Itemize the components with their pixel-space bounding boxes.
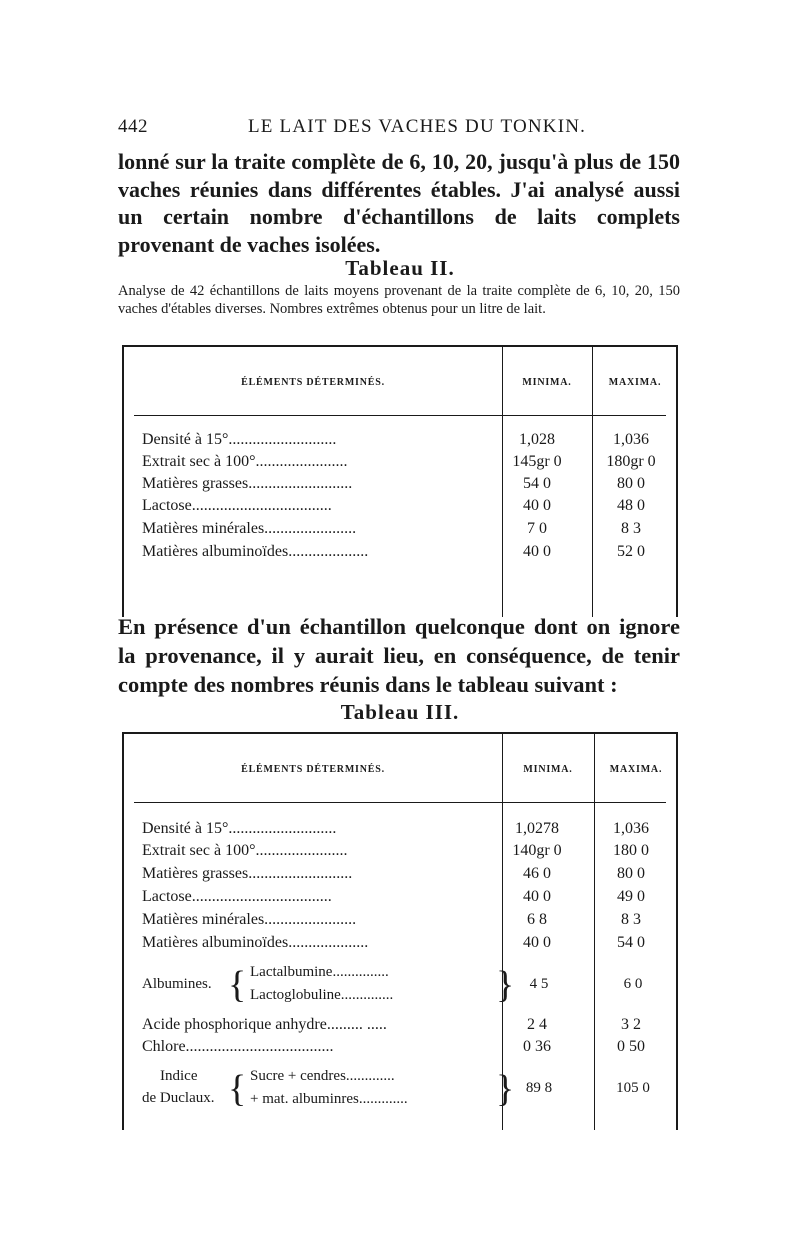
row-label: Acide phosphorique anhydre......... ..... — [142, 1016, 387, 1033]
table-3 — [122, 732, 678, 1130]
row-minima: 6 8 — [527, 911, 547, 928]
row-minima: 1,0278 — [515, 820, 559, 837]
albumines-minima: 4 5 — [529, 976, 549, 992]
row-minima: 1,028 — [519, 431, 555, 448]
row-minima: 54 0 — [523, 475, 551, 492]
sucre-cendres-label: Sucre + cendres............. — [250, 1068, 395, 1084]
albumines-maxima: 6 0 — [623, 976, 643, 992]
right-brace: } — [496, 964, 515, 1006]
row-minima: 40 0 — [523, 888, 551, 905]
table-row — [124, 1016, 680, 1038]
row-label: Extrait sec à 100°....................... — [142, 453, 348, 470]
row-maxima: 48 0 — [617, 497, 645, 514]
table-2-title: Tableau II. — [345, 256, 455, 280]
albumines-group — [124, 962, 680, 1012]
table-row — [124, 865, 680, 887]
table-row — [124, 520, 680, 542]
duclaux-label-1: Indice — [160, 1068, 198, 1084]
table-3-title: Tableau III. — [340, 700, 460, 724]
table-2-caption: Analyse de 42 échantillons de laits moyens provenant de la traite complète de 6, 10, 20, 150 vaches d'étables diverses. Nombres extrêmes obtenus pour un litre de lait. — [118, 283, 680, 317]
row-minima: 7 0 — [527, 520, 547, 537]
row-maxima: 3 2 — [621, 1016, 641, 1033]
header-elements: ÉLÉMENTS DÉTERMINÉS. — [241, 764, 385, 775]
row-maxima: 54 0 — [617, 934, 645, 951]
table-row — [124, 543, 680, 565]
row-maxima: 49 0 — [617, 888, 645, 905]
header-maxima: MAXIMA. — [608, 377, 662, 388]
row-minima: 40 0 — [523, 543, 551, 560]
paragraph-2: En présence d'un échantillon quelconque dont on ignore la provenance, il y aurait lieu, en conséquence, de tenir compte des nombres réunis dans le tableau suivant : — [118, 614, 680, 697]
row-maxima: 180 0 — [613, 842, 649, 859]
duclaux-label-2: de Duclaux. — [142, 1090, 215, 1106]
lactalbumine-label: Lactalbumine............... — [250, 964, 389, 980]
header-minima: MINIMA. — [523, 764, 573, 775]
duclaux-minima: 89 8 — [525, 1080, 553, 1096]
header-rule — [134, 415, 666, 416]
running-title: LE LAIT DES VACHES DU TONKIN. — [248, 116, 587, 137]
row-label: Densité à 15°........................... — [142, 820, 337, 837]
lactoglobuline-label: Lactoglobuline.............. — [250, 987, 394, 1003]
left-brace: { — [228, 964, 247, 1006]
row-label: Extrait sec à 100°....................... — [142, 842, 348, 859]
row-minima: 40 0 — [523, 934, 551, 951]
page-number: 442 — [118, 116, 148, 137]
row-maxima: 8 3 — [621, 911, 641, 928]
table-row — [124, 911, 680, 933]
header-minima: MINIMA. — [522, 377, 572, 388]
row-label: Lactose................................... — [142, 497, 332, 514]
row-label: Matières minérales....................... — [142, 520, 357, 537]
running-head — [118, 116, 678, 140]
table-row — [124, 820, 680, 842]
table-row — [124, 431, 680, 453]
right-brace: } — [496, 1068, 515, 1110]
row-minima: 40 0 — [523, 497, 551, 514]
row-minima: 46 0 — [523, 865, 551, 882]
row-maxima: 1,036 — [613, 820, 649, 837]
row-minima: 140gr 0 — [512, 842, 562, 859]
row-maxima: 180gr 0 — [606, 453, 656, 470]
duclaux-group — [124, 1066, 680, 1118]
row-label: Chlore..................................... — [142, 1038, 334, 1055]
row-minima: 2 4 — [527, 1016, 547, 1033]
row-label: Densité à 15°........................... — [142, 431, 337, 448]
row-maxima: 0 50 — [617, 1038, 645, 1055]
mat-albumin-label: + mat. albuminres............. — [250, 1091, 408, 1107]
table-row — [124, 475, 680, 497]
table-row — [124, 888, 680, 910]
row-label: Matières minérales....................... — [142, 911, 357, 928]
row-maxima: 80 0 — [617, 865, 645, 882]
left-brace: { — [228, 1068, 247, 1110]
header-rule — [134, 802, 666, 803]
row-label: Matières grasses.......................... — [142, 475, 353, 492]
row-minima: 0 36 — [523, 1038, 551, 1055]
table-row — [124, 497, 680, 519]
row-label: Matières grasses.......................... — [142, 865, 353, 882]
row-label: Matières albuminoïdes.................... — [142, 543, 369, 560]
table-row — [124, 934, 680, 956]
table-row — [124, 453, 680, 475]
table-row — [124, 1038, 680, 1060]
albumines-label: Albumines. — [142, 976, 212, 992]
row-minima: 145gr 0 — [512, 453, 562, 470]
row-maxima: 8 3 — [621, 520, 641, 537]
table-2 — [122, 345, 678, 617]
paragraph-1: lonné sur la traite complète de 6, 10, 20, jusqu'à plus de 150 vaches réunies dans différentes étables. J'ai analysé aussi un certain nombre d'échantillons de laits complets provenant de vaches isolées. — [118, 149, 680, 257]
row-label: Lactose................................... — [142, 888, 332, 905]
header-maxima: MAXIMA. — [609, 764, 663, 775]
header-elements: ÉLÉMENTS DÉTERMINÉS. — [241, 377, 385, 388]
row-label: Matières albuminoïdes.................... — [142, 934, 369, 951]
row-maxima: 52 0 — [617, 543, 645, 560]
table-row — [124, 842, 680, 864]
row-maxima: 80 0 — [617, 475, 645, 492]
row-maxima: 1,036 — [613, 431, 649, 448]
duclaux-maxima: 105 0 — [616, 1080, 650, 1096]
